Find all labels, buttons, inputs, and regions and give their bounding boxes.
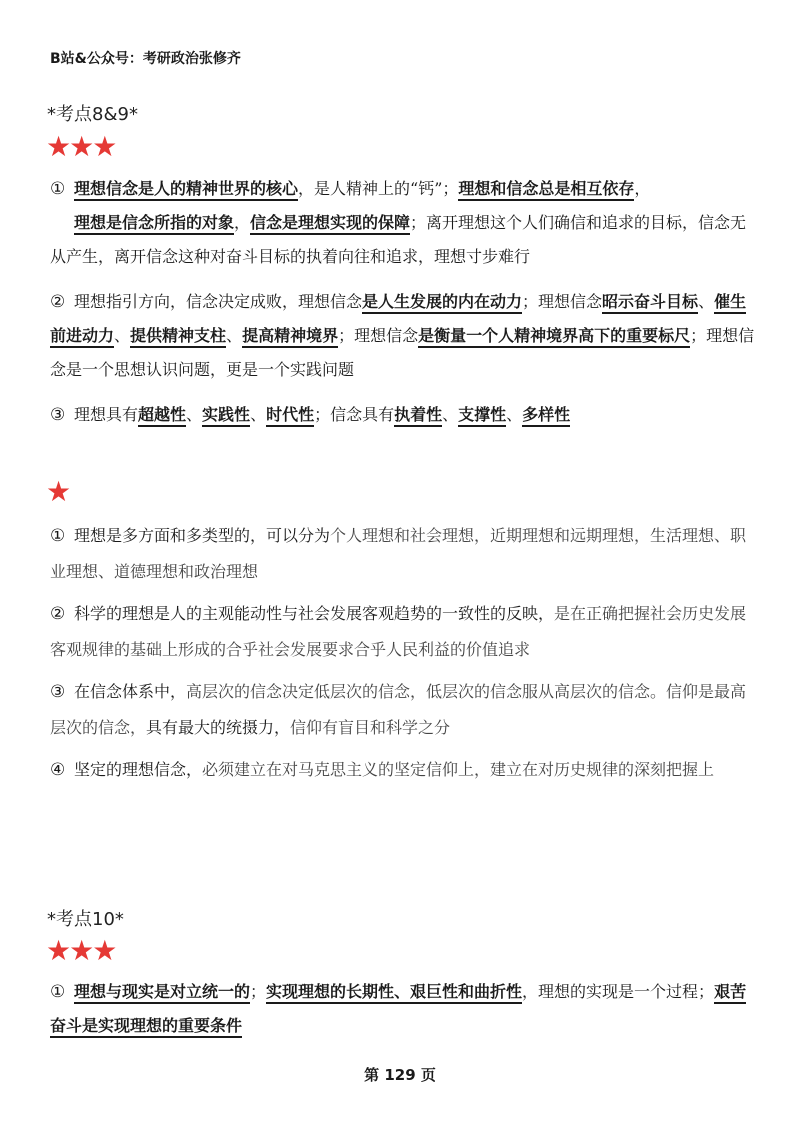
item-text: 具有最大的统摄力， (146, 718, 291, 737)
item-text: 、 (506, 405, 523, 424)
section-title-10: *考点10* (47, 909, 124, 930)
item-text: 理想具有 (74, 405, 139, 424)
item-text: 科学的理想是人的主观能动性与社会发展客观趋势的一致性的反映， (74, 604, 555, 623)
key-phrase: 支撑性 (458, 405, 506, 427)
item-text: 、 (250, 405, 267, 424)
section-title-8-9: *考点8&9* (47, 104, 138, 125)
item-text: 、 (442, 405, 459, 424)
item-text: ；理想信念是一个思想认识问题，更是一个实践问题 (50, 326, 755, 379)
item-text: ， (234, 213, 251, 232)
key-phrase: 时代性 (266, 405, 314, 427)
item-number: ① (50, 526, 66, 546)
key-phrase: 是人生发展的内在动力 (362, 292, 522, 314)
list-item (50, 172, 755, 274)
key-phrase: 提供精神支柱 (130, 326, 226, 348)
list-item (50, 674, 755, 746)
item-text: 理想是多方面和多类型的，可以分为 (74, 526, 331, 545)
item-number: ④ (50, 760, 66, 780)
item-text: ；理想信念 (522, 292, 603, 311)
list-item (50, 518, 755, 590)
key-phrase: 理想信念是人的精神世界的核心 (74, 179, 298, 201)
key-phrase: 昭示奋斗目标 (602, 292, 698, 314)
item-text: ；离开理想这个人们确信和追求的目标，信念无从产生，离开信念这种对奋斗目标的执着向往和追求，理想寸步难行 (50, 213, 747, 266)
key-phrase: 超越性 (138, 405, 186, 427)
key-phrase: 理想是信念所指的对象 (74, 213, 234, 235)
key-phrase: 催生前进动力 (50, 292, 746, 348)
item-number: ① (50, 179, 66, 199)
page-number: 第 129 页 (364, 1066, 436, 1084)
item-text: ， (634, 179, 651, 198)
item-text: 高层次的信念决定低层次的信念，低层次的信念服从高层次的信念。信仰是最高层次的信念， (50, 682, 747, 737)
item-text: 必须建立在对马克思主义的坚定信仰上，建立在对历史规律的深刻把握上 (202, 760, 715, 779)
key-phrase: 艰苦奋斗是实现理想的重要条件 (50, 982, 746, 1038)
item-number: ② (50, 604, 66, 624)
item-text: ；理想信念 (338, 326, 419, 345)
star-rating-three: ★★★ (46, 130, 116, 163)
item-text: 、 (114, 326, 131, 345)
item-number: ① (50, 982, 66, 1002)
star-rating-one: ★ (46, 475, 70, 508)
item-number: ② (50, 292, 66, 312)
item-text: 在信念体系中， (74, 682, 187, 701)
item-text: 是在正确把握社会历史发展客观规律的基础上形成的合乎社会发展要求合乎人民利益的价值追求 (50, 604, 747, 659)
item-number: ③ (50, 682, 66, 702)
item-text: 个人理想和社会理想，近期理想和远期理想，生活理想、职业理想、道德理想和政治理想 (50, 526, 747, 581)
item-text: 坚定的理想信念， (74, 760, 203, 779)
list-item (50, 596, 755, 668)
item-text: 、 (186, 405, 203, 424)
list-item (50, 975, 755, 1043)
key-phrase: 执着性 (394, 405, 442, 427)
key-phrase: 理想和信念总是相互依存 (458, 179, 634, 201)
key-phrase: 理想与现实是对立统一的 (74, 982, 250, 1004)
item-text: 信仰有盲目和科学之分 (290, 718, 451, 737)
key-phrase: 多样性 (522, 405, 570, 427)
key-phrase: 提高精神境界 (242, 326, 338, 348)
item-text: 理想指引方向，信念决定成败，理想信念 (74, 292, 363, 311)
list-item (50, 752, 755, 788)
item-text: 、 (698, 292, 715, 311)
list-item (50, 398, 755, 432)
page-header: B站&公众号：考研政治张修齐 (50, 51, 241, 67)
list-item (50, 285, 755, 387)
item-text: 、 (226, 326, 243, 345)
key-phrase: 信念是理想实现的保障 (250, 213, 410, 235)
star-rating-three: ★★★ (46, 934, 116, 967)
item-text: ；信念具有 (314, 405, 395, 424)
key-phrase: 实践性 (202, 405, 250, 427)
key-phrase: 实现理想的长期性、艰巨性和曲折性 (266, 982, 522, 1004)
item-number: ③ (50, 405, 66, 425)
item-text: ； (250, 982, 267, 1001)
key-phrase: 是衡量一个人精神境界高下的重要标尺 (418, 326, 690, 348)
item-text: ，是人精神上的“钙”； (298, 179, 459, 198)
item-text: ，理想的实现是一个过程； (522, 982, 715, 1001)
